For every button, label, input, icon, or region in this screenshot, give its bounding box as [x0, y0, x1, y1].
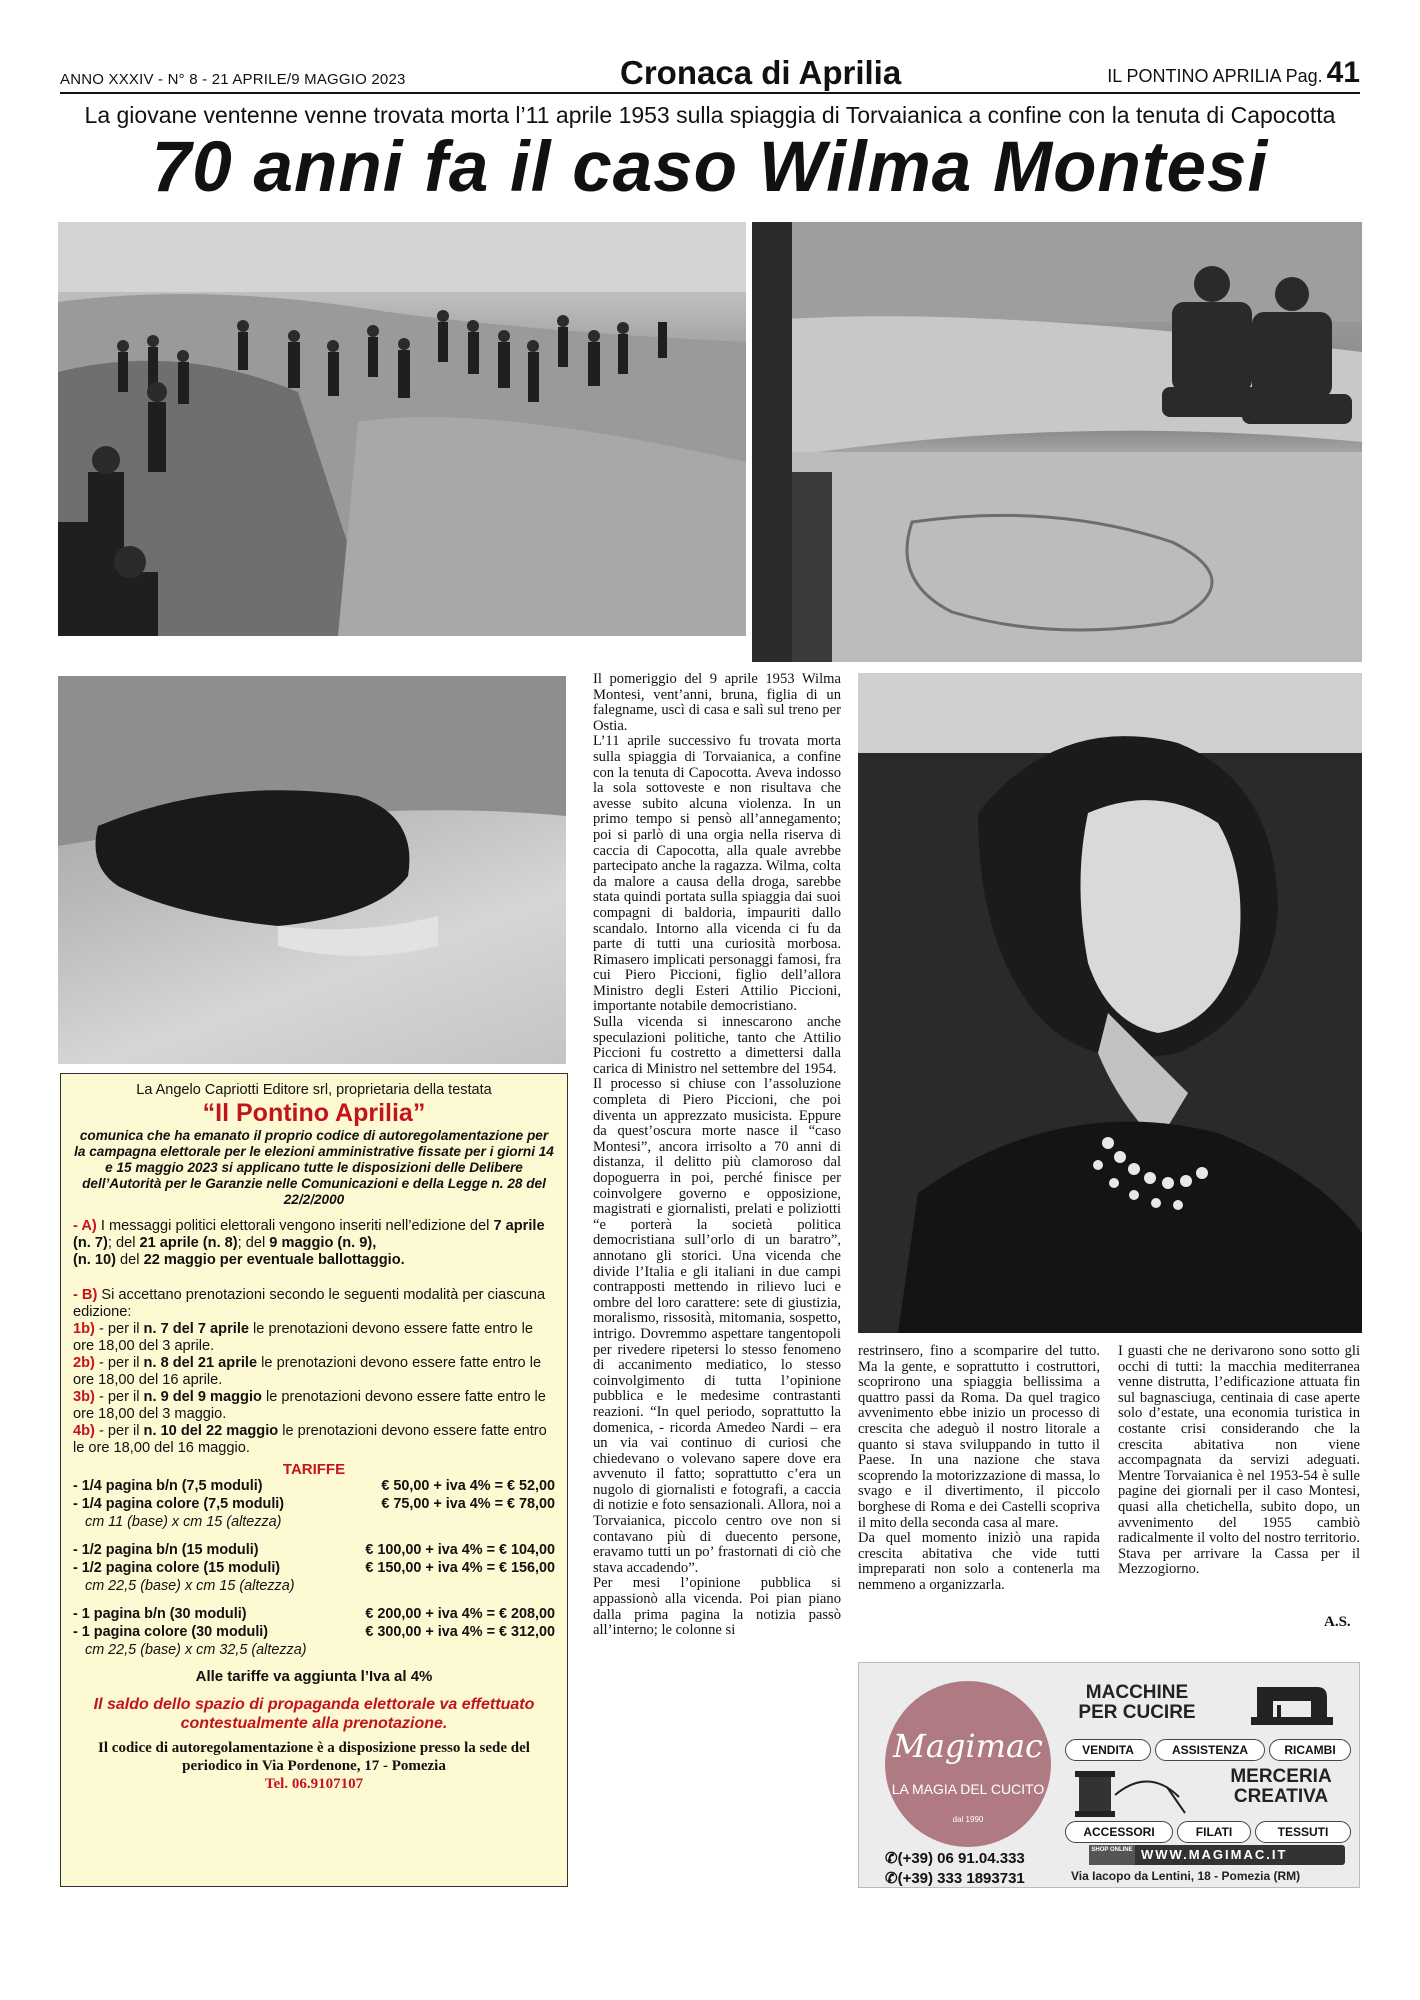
notice-phone: Tel. 06.9107107	[264, 1776, 364, 1792]
tariff-label: - 1/4 pagina b/n (7,5 moduli)	[73, 1478, 263, 1494]
page-header	[60, 54, 1360, 94]
b-item-edition: n. 10 del 22 maggio	[143, 1423, 279, 1439]
paper-name	[1107, 56, 1360, 90]
pill-assistenza: ASSISTENZA	[1155, 1739, 1265, 1761]
article-paragraph: Il processo si chiuse con l’assoluzione completa di Piero Piccioni, che poi diventa un apprezzato musicista. Eppure da quest’oscura morte nasce il “caso Montesi”, ancora irrisolto a 70 anni di distanza, il delitto più clamoroso dal dopoguerra in poi, perché finisce per coinvolgere governo e opposizione, magistrati e giornalisti, prelati e poliziotti “e porterà la società politica democristiana sull’orlo di un baratro”, annotano gli storici. Una vicenda che divide l’Italia e gli italiani in due campi contrapposti mettendo in rilievo luci e ombre del loro carattere: sete di giustizia, moralismo, rissosità, mitomania, sospetto, intrigo. Dovremmo aspettare tangentopoli per rivedere ripetersi lo stesso fenomeno di accanimento mediatico, lo stesso coinvolgimento di tutta l’opinione pubblica e le medesime contrastanti reazioni. “In quel periodo, soprattutto la domenica, - ricorda Amedeo Nardi – era un via vai continuo di curiosi che chiedevano o volevano sapere dove era avvenuto il fatto; soprattutto c’era un nugolo di giornalisti e fotografi, a caccia di notizie e foto sensazionali. Allora, noi a Torvaianica, piccolo centro ove non si contavano più di duecento persone, eravamo tutti un po’ frastornati di ciò che stava accadendo”.	[593, 1076, 841, 1576]
tariff-dimensions: cm 22,5 (base) x cm 15 (altezza)	[85, 1578, 295, 1594]
thread-spool-icon	[1069, 1767, 1189, 1821]
section-a-date-4: 22 maggio per eventuale ballottaggio.	[143, 1252, 405, 1268]
phone-mobile-number: (+39) 333 1893731	[897, 1870, 1025, 1887]
section-b-text: Si accettano prenotazioni secondo le seguenti modalità per ciascuna edizione:	[73, 1287, 546, 1320]
tariff-price: € 200,00 + iva 4% = € 208,00	[365, 1606, 555, 1622]
b-item-post: le prenotazioni devono essere fatte entro le ore 18,00 del 3 aprile.	[73, 1321, 533, 1354]
tariff-label: - 1 pagina b/n (30 moduli)	[73, 1606, 247, 1622]
b-item-edition: n. 7 del 7 aprile	[143, 1321, 249, 1337]
pill-ricambi: RICAMBI	[1269, 1739, 1351, 1761]
wilma-montesi-portrait	[858, 673, 1362, 1333]
phone-icon: ✆	[885, 1850, 898, 1867]
b-item-pre: - per il	[94, 1321, 144, 1337]
beach-crowd-illustration	[58, 222, 746, 636]
article-paragraph: Da quel momento iniziò una rapida crescita abitativa che vide tutti impreparati non solo a contenerla ma nemmeno a organizzarla.	[858, 1530, 1100, 1593]
tariff-price: € 50,00 + iva 4% = € 52,00	[381, 1478, 555, 1494]
author-signature: A.S.	[1324, 1614, 1351, 1630]
article-paragraph: restrinsero, fino a scomparire del tutto. Ma la gente, e soprattutto i costruttori, scoprirono una spiaggia bellissima a quattro passi da Roma. Da quel tragico avvenimento ebbe inizio un processo di crescita che adeguò il nostro litorale a quanto si stava sviluppando in tutto il Paese. In una nazione che stava scoprendo la motorizzazione di massa, lo svago e il divertimento, il piccolo borghese di Roma e dei Castelli scopriva il mito della seconda casa al mare.	[858, 1343, 1100, 1531]
tariff-price: € 150,00 + iva 4% = € 156,00	[365, 1560, 555, 1576]
notice-title: “Il Pontino Aprilia”	[202, 1099, 426, 1127]
tariff-row	[73, 1624, 555, 1642]
creative-haberdashery-heading: MERCERIA CREATIVA	[1230, 1766, 1332, 1807]
tariff-row	[73, 1542, 555, 1560]
section-b-label: - B)	[73, 1287, 98, 1303]
logo-name: Magimac	[893, 1727, 1043, 1765]
article-subtitle: La giovane ventenne venne trovata morta l’11 aprile 1953 sulla spiaggia di Torvaianica a confine con la tenuta di Capocotta	[84, 102, 1336, 128]
logo-since: dal 1990	[952, 1815, 984, 1824]
page-number: 41	[1326, 56, 1360, 89]
notice-b-item-2	[73, 1355, 555, 1389]
website-url: WWW.MAGIMAC.IT	[1141, 1847, 1288, 1862]
tariffs-title: TARIFFE	[282, 1461, 346, 1478]
b-item-post: le prenotazioni devono essere fatte entro le ore 18,00 del 16 aprile.	[73, 1355, 542, 1388]
shop-online-badge: SHOP ONLINE	[1089, 1845, 1135, 1865]
issue-info: ANNO XXXIV - N° 8 - 21 APRILE/9 MAGGIO 2023	[60, 71, 406, 88]
section-a-text-4: del	[115, 1252, 144, 1268]
section-a-edition-10: (n. 10)	[73, 1252, 116, 1268]
article-column-3	[1118, 1344, 1360, 1578]
tariff-row	[73, 1496, 555, 1514]
notice-section-a	[73, 1218, 555, 1269]
section-a-text-1: I messaggi politici elettorali vengono inseriti nell’edizione del	[96, 1218, 494, 1234]
b-item-num: 2b)	[73, 1355, 95, 1371]
b-item-edition: n. 9 del 9 maggio	[143, 1389, 262, 1405]
b-item-pre: - per il	[94, 1423, 144, 1439]
article-paragraph: Il pomeriggio del 9 aprile 1953 Wilma Montesi, vent’anni, bruna, figlia di un falegname, uscì di casa e salì sul treno per Ostia.	[593, 671, 841, 734]
notice-publisher: La Angelo Capriotti Editore srl, proprietaria della testata	[136, 1082, 492, 1098]
b-item-pre: - per il	[94, 1355, 144, 1371]
article-paragraph: L’11 aprile successivo fu trovata morta sulla spiaggia di Torvaianica, a confine con la tenuta di Capocotta. Aveva indosso la sola sottoveste e non risultava che avesse subito alcuna violenza. In un primo tempo si pensò all’annegamento; poi si parlò di una orgia nella riserva di caccia di Capocotta, alla quale avrebbe partecipato anche la ragazza. Wilma, colta da malore a causa della droga, sarebbe stata quindi portata sulla spiaggia dai suoi compagni di baldoria, impauriti dallo scandalo. Intorno alla vicenda ci fu da parte di tutti una curiosità morbosa. Rimasero implicati personaggi famosi, fra cui Piero Piccioni, figlio dell’allora Ministro degli Esteri Attilio Piccioni, importante notabile democristiano.	[593, 733, 841, 1015]
section-a-date-1: 7 aprile (n. 7)	[73, 1218, 545, 1251]
electoral-notice-box	[60, 1073, 568, 1887]
pill-vendita: VENDITA	[1065, 1739, 1151, 1761]
photographers-beach-photo	[752, 222, 1362, 662]
tariff-price: € 300,00 + iva 4% = € 312,00	[365, 1624, 555, 1640]
vat-note: Alle tariffe va aggiunta l’Iva al 4%	[195, 1668, 433, 1685]
b-item-num: 1b)	[73, 1321, 95, 1337]
tariff-row	[73, 1606, 555, 1624]
phone-mobile[interactable]	[885, 1869, 1025, 1887]
phone-landline-number: (+39) 06 91.04.333	[897, 1850, 1025, 1867]
article-paragraph: I guasti che ne derivarono sono sotto gli occhi di tutti: la macchia mediterranea venne distrutta, l’edificazione attuata fin sul bagnasciuga, centinaia di case aperte solo d’estate, una economia turistica in costante crisi considerando che la crescita abitativa non viene accompagnata da servizi adeguati. Mentre Torvaianica è nel 1953-54 è sulle pagine dei giornali per il caso Montesi, quasi alla chetichella, subito dopo, un avvenimento del 1955 cambiò radicalmente il volto del nostro territorio. Stava per arrivare la Cassa per il Mezzogiorno.	[1118, 1343, 1360, 1578]
article-paragraph: Per mesi l’opinione pubblica si appassionò alla vicenda. Poi pian piano dalla prima pagina la notizia passò all’interno; le colonne si	[593, 1575, 841, 1639]
article-column-2	[858, 1344, 1100, 1594]
tariff-label: - 1/4 pagina colore (7,5 moduli)	[73, 1496, 285, 1512]
section-a-date-3: 9 maggio (n. 9),	[269, 1235, 377, 1251]
photographers-illustration	[752, 222, 1362, 662]
magimac-logo	[885, 1681, 1051, 1847]
article-headline: 70 anni fa il caso Wilma Montesi	[151, 128, 1269, 207]
notice-b-item-1	[73, 1321, 555, 1355]
website-link[interactable]	[1089, 1845, 1345, 1865]
article-paragraph: Sulla vicenda si innescarono anche speculazioni politiche, tanto che Attilio Piccioni fu costretto a dimettersi dalla carica di Ministro nel settembre del 1954.	[593, 1014, 841, 1077]
tariff-price: € 75,00 + iva 4% = € 78,00	[381, 1496, 555, 1512]
notice-b-item-4	[73, 1423, 555, 1457]
tariff-row	[73, 1560, 555, 1578]
code-availability-note: Il codice di autoregolamentazione è a disposizione presso la sede del periodico in Via Pordenone, 17 - Pomezia	[98, 1740, 530, 1774]
b-item-edition: n. 8 del 21 aprile	[143, 1355, 258, 1371]
tariff-row	[73, 1478, 555, 1496]
tariff-label: - 1 pagina colore (30 moduli)	[73, 1624, 269, 1640]
magimac-advertisement[interactable]	[858, 1662, 1360, 1888]
payment-note: Il saldo dello spazio di propaganda elettorale va effettuato contestualmente alla prenotazione.	[93, 1696, 535, 1732]
body-on-beach-photo	[58, 676, 566, 1064]
whatsapp-icon: ✆	[885, 1870, 898, 1887]
section-a-text-3: ; del	[237, 1235, 270, 1251]
b-item-num: 4b)	[73, 1423, 95, 1439]
b-item-post: le prenotazioni devono essere fatte entro le ore 18,00 del 3 maggio.	[73, 1389, 546, 1422]
notice-intro: comunica che ha emanato il proprio codice di autoregolamentazione per la campagna elettorale per le elezioni amministrative fissate per i giorni 14 e 15 maggio 2023 si applicano tutte le disposizioni delle Delibere dell’Autorità per le Garanzie nelle Comunicazioni e della Legge n. 28 del 22/2/2000	[74, 1128, 554, 1207]
tariff-label: - 1/2 pagina b/n (15 moduli)	[73, 1542, 259, 1558]
pill-tessuti: TESSUTI	[1255, 1821, 1351, 1843]
notice-section-b	[73, 1287, 555, 1321]
tariff-label: - 1/2 pagina colore (15 moduli)	[73, 1560, 281, 1576]
logo-tagline: LA MAGIA DEL CUCITO	[891, 1781, 1045, 1797]
paper-label: IL PONTINO APRILIA Pag.	[1107, 66, 1323, 86]
sewing-machines-heading: MACCHINE PER CUCIRE	[1078, 1682, 1196, 1723]
article-column-1	[593, 672, 841, 1639]
b-item-post: le prenotazioni devono essere fatte entro le ore 18,00 del 16 maggio.	[73, 1423, 547, 1456]
pill-accessori: ACCESSORI	[1065, 1821, 1173, 1843]
beach-crowd-photo	[58, 222, 746, 636]
tariff-price: € 100,00 + iva 4% = € 104,00	[365, 1542, 555, 1558]
notice-b-item-3	[73, 1389, 555, 1423]
section-a-label: - A)	[73, 1218, 97, 1234]
sewing-machine-icon	[1247, 1677, 1337, 1727]
store-address: Via Iacopo da Lentini, 18 - Pomezia (RM)	[1071, 1869, 1301, 1883]
pill-filati: FILATI	[1177, 1821, 1251, 1843]
section-a-text-2: ; del	[107, 1235, 140, 1251]
section-a-date-2: 21 aprile (n. 8)	[139, 1235, 238, 1251]
tariff-dimensions: cm 11 (base) x cm 15 (altezza)	[85, 1514, 282, 1530]
section-title: Cronaca di Aprilia	[620, 54, 902, 91]
b-item-num: 3b)	[73, 1389, 95, 1405]
portrait-illustration	[858, 673, 1362, 1333]
body-illustration	[58, 676, 566, 1064]
phone-landline[interactable]	[885, 1849, 1025, 1867]
tariff-dimensions: cm 22,5 (base) x cm 32,5 (altezza)	[85, 1642, 307, 1658]
b-item-pre: - per il	[94, 1389, 144, 1405]
